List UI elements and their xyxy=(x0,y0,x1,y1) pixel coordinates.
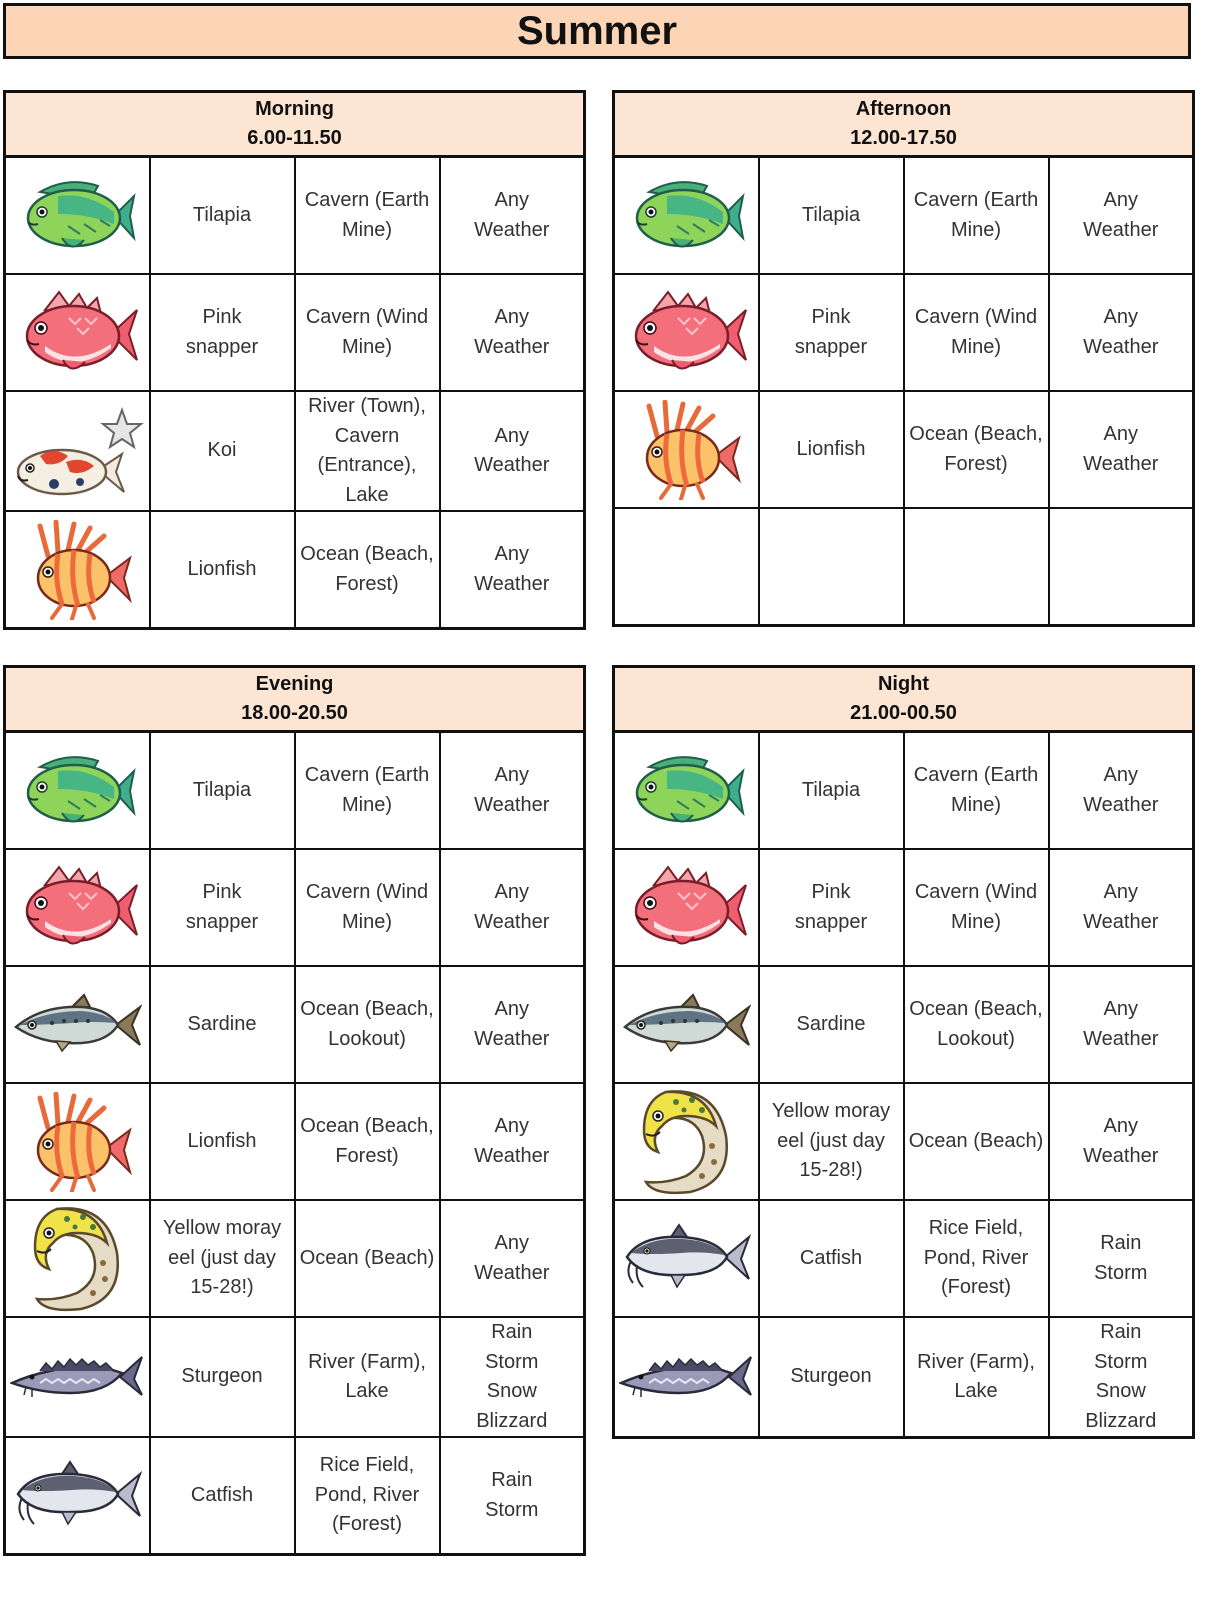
location-line: Cavern (Wind xyxy=(305,306,429,328)
fish-name-line: snapper xyxy=(794,335,868,358)
fish-name-line: Tilapia xyxy=(801,778,861,801)
table-row xyxy=(5,1200,585,1317)
weather-cell xyxy=(440,1200,585,1317)
weather-line: Weather xyxy=(1083,793,1159,816)
location-line: Mine) xyxy=(950,910,1001,933)
location-line: Mine) xyxy=(950,793,1001,816)
location-line: Ocean (Beach, xyxy=(300,998,434,1020)
location-line: Forest) xyxy=(944,452,1008,475)
pink-snapper-icon xyxy=(6,863,149,953)
weather-line: Any xyxy=(494,543,529,565)
fish-name-line: Catfish xyxy=(799,1246,863,1269)
location-line: Cavern (Earth xyxy=(913,189,1039,211)
fish-name-line: eel (just day xyxy=(777,1129,885,1152)
period-label: Night xyxy=(877,673,930,695)
fish-icon-cell xyxy=(614,1200,759,1317)
weather-line: Weather xyxy=(1083,452,1159,475)
pink-snapper-icon xyxy=(615,288,758,378)
table-row xyxy=(614,966,1194,1083)
location-line: River (Farm), xyxy=(917,1350,1035,1373)
weather-cell xyxy=(440,1083,585,1200)
location-line: Lookout) xyxy=(328,1027,406,1050)
fish-name-cell xyxy=(150,391,295,511)
weather-line: Any xyxy=(1103,423,1138,445)
table-row xyxy=(614,508,1194,626)
location-line: Forest) xyxy=(335,1144,399,1167)
fish-icon-cell xyxy=(614,849,759,966)
weather-cell xyxy=(1049,1317,1194,1438)
pink-snapper-icon xyxy=(6,288,149,378)
table-row xyxy=(5,1083,585,1200)
location-cell xyxy=(904,966,1049,1083)
location-cell xyxy=(295,849,440,966)
fish-name-line: snapper xyxy=(185,910,259,933)
location-cell xyxy=(904,732,1049,850)
tilapia-icon xyxy=(6,174,149,258)
fish-icon-cell xyxy=(614,732,759,850)
fish-name-cell xyxy=(150,1083,295,1200)
location-line: Cavern (Wind xyxy=(914,306,1038,328)
fish-name-line: Tilapia xyxy=(192,778,252,801)
weather-line: Storm xyxy=(1094,1350,1148,1373)
weather-line: Weather xyxy=(1083,1027,1159,1050)
table-row xyxy=(5,1317,585,1437)
location-cell xyxy=(904,274,1049,391)
location-cell xyxy=(295,511,440,629)
weather-cell xyxy=(1049,1200,1194,1317)
location-line: Ocean (Beach, xyxy=(300,543,434,565)
weather-line: Any xyxy=(494,424,529,447)
location-line: (Entrance), xyxy=(317,454,417,476)
location-line: Mine) xyxy=(341,218,392,241)
location-cell xyxy=(295,157,440,275)
fish-name-line: Lionfish xyxy=(187,557,257,580)
weather-line: Storm xyxy=(1094,1261,1148,1284)
location-cell xyxy=(295,391,440,511)
night-header xyxy=(614,667,1194,732)
time-range: 12.00-17.50 xyxy=(850,127,957,149)
location-cell xyxy=(295,274,440,391)
table-row xyxy=(614,849,1194,966)
afternoon-header xyxy=(614,92,1194,157)
weather-line: Rain xyxy=(491,1469,533,1491)
weather-line: Rain xyxy=(1100,1321,1142,1343)
table-row xyxy=(614,732,1194,850)
night-table xyxy=(612,665,1195,1439)
weather-line: Any xyxy=(494,881,529,903)
location-line: Ocean (Beach, xyxy=(909,998,1043,1020)
fish-name-line: Catfish xyxy=(190,1483,254,1506)
location-line: Cavern (Earth xyxy=(304,764,430,786)
location-line: Ocean (Beach, xyxy=(300,1115,434,1137)
fish-name-line: eel (just day xyxy=(168,1246,276,1269)
weather-line: Weather xyxy=(474,1261,550,1284)
weather-line: Weather xyxy=(1083,218,1159,241)
weather-line: Weather xyxy=(474,793,550,816)
weather-line: Weather xyxy=(1083,910,1159,933)
period-label: Evening xyxy=(255,673,334,695)
weather-line: Any xyxy=(494,1232,529,1254)
fish-name-cell xyxy=(150,511,295,629)
fish-name-cell xyxy=(759,1317,904,1438)
location-line: Rice Field, xyxy=(319,1454,415,1477)
weather-line: Weather xyxy=(474,1027,550,1050)
fish-icon-cell xyxy=(5,1083,150,1200)
table-row xyxy=(5,1437,585,1555)
fish-name-line: Lionfish xyxy=(187,1129,257,1152)
weather-line: Any xyxy=(1103,764,1138,786)
fish-icon-cell xyxy=(5,849,150,966)
weather-line: Weather xyxy=(474,1144,550,1167)
weather-cell xyxy=(440,1437,585,1555)
yellow-moray-eel-icon xyxy=(6,1203,149,1315)
sardine-icon xyxy=(6,993,149,1057)
location-line: River (Town), xyxy=(308,395,426,417)
fish-icon-cell xyxy=(614,1083,759,1200)
location-line: Cavern (Earth xyxy=(913,764,1039,786)
fish-name-cell xyxy=(759,966,904,1083)
fish-icon-cell xyxy=(5,1437,150,1555)
weather-cell xyxy=(440,849,585,966)
table-row xyxy=(5,732,585,850)
fish-name-cell xyxy=(759,1200,904,1317)
time-range: 21.00-00.50 xyxy=(850,702,957,724)
fish-name-line: Sturgeon xyxy=(181,1365,263,1388)
weather-cell xyxy=(1049,966,1194,1083)
location-cell xyxy=(295,1437,440,1555)
weather-line: Weather xyxy=(1083,1144,1159,1167)
location-cell xyxy=(904,508,1049,626)
fish-icon-cell xyxy=(5,157,150,275)
fish-name-cell xyxy=(759,849,904,966)
location-cell xyxy=(295,1083,440,1200)
catfish-icon xyxy=(615,1221,758,1297)
table-row xyxy=(614,1317,1194,1438)
weather-line: Any xyxy=(1103,998,1138,1020)
fish-name-cell xyxy=(150,732,295,850)
location-line: Ocean (Beach) xyxy=(908,1129,1044,1152)
yellow-moray-eel-icon xyxy=(615,1086,758,1198)
weather-cell xyxy=(440,1317,585,1437)
weather-cell xyxy=(440,732,585,850)
fish-name-cell xyxy=(150,1200,295,1317)
location-cell xyxy=(904,849,1049,966)
fish-name-cell xyxy=(759,508,904,626)
fish-name-line: Sardine xyxy=(187,1012,257,1035)
fish-name-cell xyxy=(150,274,295,391)
location-cell xyxy=(295,966,440,1083)
table-row xyxy=(5,274,585,391)
fish-icon-cell xyxy=(614,966,759,1083)
weather-line: Any xyxy=(494,764,529,786)
fish-name-line: Tilapia xyxy=(192,203,252,226)
table-row xyxy=(5,849,585,966)
weather-line: Snow xyxy=(1095,1380,1146,1402)
weather-cell xyxy=(1049,508,1194,626)
morning-table xyxy=(3,90,586,630)
weather-cell xyxy=(440,274,585,391)
fish-name-line: Sardine xyxy=(796,1012,866,1035)
weather-line: Weather xyxy=(474,910,550,933)
weather-line: Weather xyxy=(1083,335,1159,358)
tilapia-icon xyxy=(615,174,758,258)
weather-line: Rain xyxy=(1100,1232,1142,1254)
weather-line: Blizzard xyxy=(1085,1409,1157,1432)
weather-line: Any xyxy=(1103,189,1138,211)
fish-name-cell xyxy=(759,391,904,508)
fish-icon-cell xyxy=(5,1317,150,1437)
weather-cell xyxy=(1049,732,1194,850)
location-line: (Forest) xyxy=(941,1276,1011,1299)
fish-name-line: Koi xyxy=(207,439,237,462)
weather-line: Weather xyxy=(474,572,550,595)
weather-line: Weather xyxy=(474,218,550,241)
location-line: River (Farm), xyxy=(308,1350,426,1373)
location-line: Pond, River xyxy=(923,1246,1029,1269)
location-line: Rice Field, xyxy=(928,1217,1024,1240)
tilapia-icon xyxy=(615,749,758,833)
location-line: Pond, River xyxy=(314,1483,420,1506)
location-line: Forest) xyxy=(335,572,399,595)
time-range: 18.00-20.50 xyxy=(241,702,348,724)
fish-icon-cell xyxy=(5,511,150,629)
weather-line: Weather xyxy=(474,454,550,476)
fish-name-cell xyxy=(759,732,904,850)
fish-name-line: Pink xyxy=(811,306,851,328)
fish-name-cell xyxy=(150,849,295,966)
fish-name-cell xyxy=(150,1437,295,1555)
location-line: Ocean (Beach) xyxy=(299,1246,435,1269)
weather-line: Any xyxy=(494,998,529,1020)
fish-name-line: Tilapia xyxy=(801,203,861,226)
location-cell xyxy=(904,1317,1049,1438)
weather-line: Rain xyxy=(491,1321,533,1343)
location-line: Lake xyxy=(345,483,389,506)
location-line: Cavern (Wind xyxy=(914,881,1038,903)
location-line: Cavern (Earth xyxy=(304,189,430,211)
location-line: Lookout) xyxy=(937,1027,1015,1050)
weather-cell xyxy=(440,157,585,275)
fish-name-cell xyxy=(759,1083,904,1200)
fish-name-line: snapper xyxy=(794,910,868,933)
location-line: Ocean (Beach, xyxy=(909,423,1043,445)
fish-name-cell xyxy=(150,1317,295,1437)
table-row xyxy=(614,1083,1194,1200)
location-cell xyxy=(904,1083,1049,1200)
fish-name-line: Lionfish xyxy=(796,437,866,460)
weather-line: Storm xyxy=(485,1350,539,1373)
location-line: Lake xyxy=(345,1380,389,1402)
weather-cell xyxy=(1049,274,1194,391)
location-cell xyxy=(295,1200,440,1317)
fish-name-line: Yellow moray xyxy=(771,1100,891,1123)
fish-icon-cell xyxy=(5,391,150,511)
fish-name-cell xyxy=(759,274,904,391)
fish-icon-cell xyxy=(614,157,759,275)
fish-name-line: 15-28!) xyxy=(190,1276,254,1299)
fish-icon-cell xyxy=(5,966,150,1083)
weather-cell xyxy=(440,391,585,511)
weather-line: Storm xyxy=(485,1498,539,1521)
weather-line: Blizzard xyxy=(476,1409,548,1432)
koi-icon xyxy=(6,396,149,506)
table-row xyxy=(5,511,585,629)
location-cell xyxy=(904,157,1049,275)
location-cell xyxy=(295,1317,440,1437)
table-row xyxy=(614,274,1194,391)
location-line: Cavern (Wind xyxy=(305,881,429,903)
fish-name-line: 15-28!) xyxy=(799,1159,863,1182)
evening-header xyxy=(5,667,585,732)
weather-line: Any xyxy=(1103,881,1138,903)
fish-icon-cell xyxy=(614,274,759,391)
weather-cell xyxy=(1049,157,1194,275)
fish-name-line: snapper xyxy=(185,335,259,358)
location-cell xyxy=(295,732,440,850)
catfish-icon xyxy=(6,1458,149,1534)
pink-snapper-icon xyxy=(615,863,758,953)
weather-cell xyxy=(1049,1083,1194,1200)
fish-name-line: Sturgeon xyxy=(790,1365,872,1388)
fish-icon-cell xyxy=(614,508,759,626)
time-range: 6.00-11.50 xyxy=(247,127,342,149)
sturgeon-icon xyxy=(6,1349,149,1405)
afternoon-table xyxy=(612,90,1195,627)
page-title: Summer xyxy=(3,3,1191,59)
tilapia-icon xyxy=(6,749,149,833)
weather-line: Weather xyxy=(474,335,550,358)
evening-table xyxy=(3,665,586,1556)
fish-name-cell xyxy=(150,966,295,1083)
weather-cell xyxy=(1049,849,1194,966)
fish-icon-cell xyxy=(5,274,150,391)
weather-line: Any xyxy=(1103,306,1138,328)
lionfish-icon xyxy=(6,520,149,620)
weather-line: Any xyxy=(494,1115,529,1137)
fish-name-line: Pink xyxy=(202,881,242,903)
weather-line: Snow xyxy=(486,1380,537,1402)
fish-icon-cell xyxy=(614,391,759,508)
table-row xyxy=(614,157,1194,275)
fish-name-line: Pink xyxy=(202,306,242,328)
weather-cell xyxy=(440,966,585,1083)
fish-icon-cell xyxy=(5,732,150,850)
weather-line: Any xyxy=(1103,1115,1138,1137)
sardine-icon xyxy=(615,993,758,1057)
table-row xyxy=(5,391,585,511)
period-label: Afternoon xyxy=(855,98,952,120)
location-cell xyxy=(904,1200,1049,1317)
fish-name-cell xyxy=(759,157,904,275)
location-line: Mine) xyxy=(341,793,392,816)
location-line: Cavern xyxy=(334,424,400,447)
location-line: Mine) xyxy=(950,218,1001,241)
table-row xyxy=(614,391,1194,508)
lionfish-icon xyxy=(615,400,758,500)
period-label: Morning xyxy=(255,98,334,120)
location-cell xyxy=(904,391,1049,508)
weather-line: Any xyxy=(494,189,529,211)
fish-icon-cell xyxy=(614,1317,759,1438)
lionfish-icon xyxy=(6,1092,149,1192)
sturgeon-icon xyxy=(615,1349,758,1405)
weather-cell xyxy=(440,511,585,629)
fish-icon-cell xyxy=(5,1200,150,1317)
table-row xyxy=(614,1200,1194,1317)
table-row xyxy=(5,966,585,1083)
fish-name-line: Yellow moray xyxy=(162,1217,282,1240)
location-line: (Forest) xyxy=(332,1513,402,1536)
location-line: Mine) xyxy=(341,910,392,933)
weather-line: Any xyxy=(494,306,529,328)
weather-cell xyxy=(1049,391,1194,508)
location-line: Mine) xyxy=(950,335,1001,358)
morning-header xyxy=(5,92,585,157)
fish-name-line: Pink xyxy=(811,881,851,903)
table-row xyxy=(5,157,585,275)
fish-name-cell xyxy=(150,157,295,275)
location-line: Lake xyxy=(954,1380,998,1402)
location-line: Mine) xyxy=(341,335,392,358)
